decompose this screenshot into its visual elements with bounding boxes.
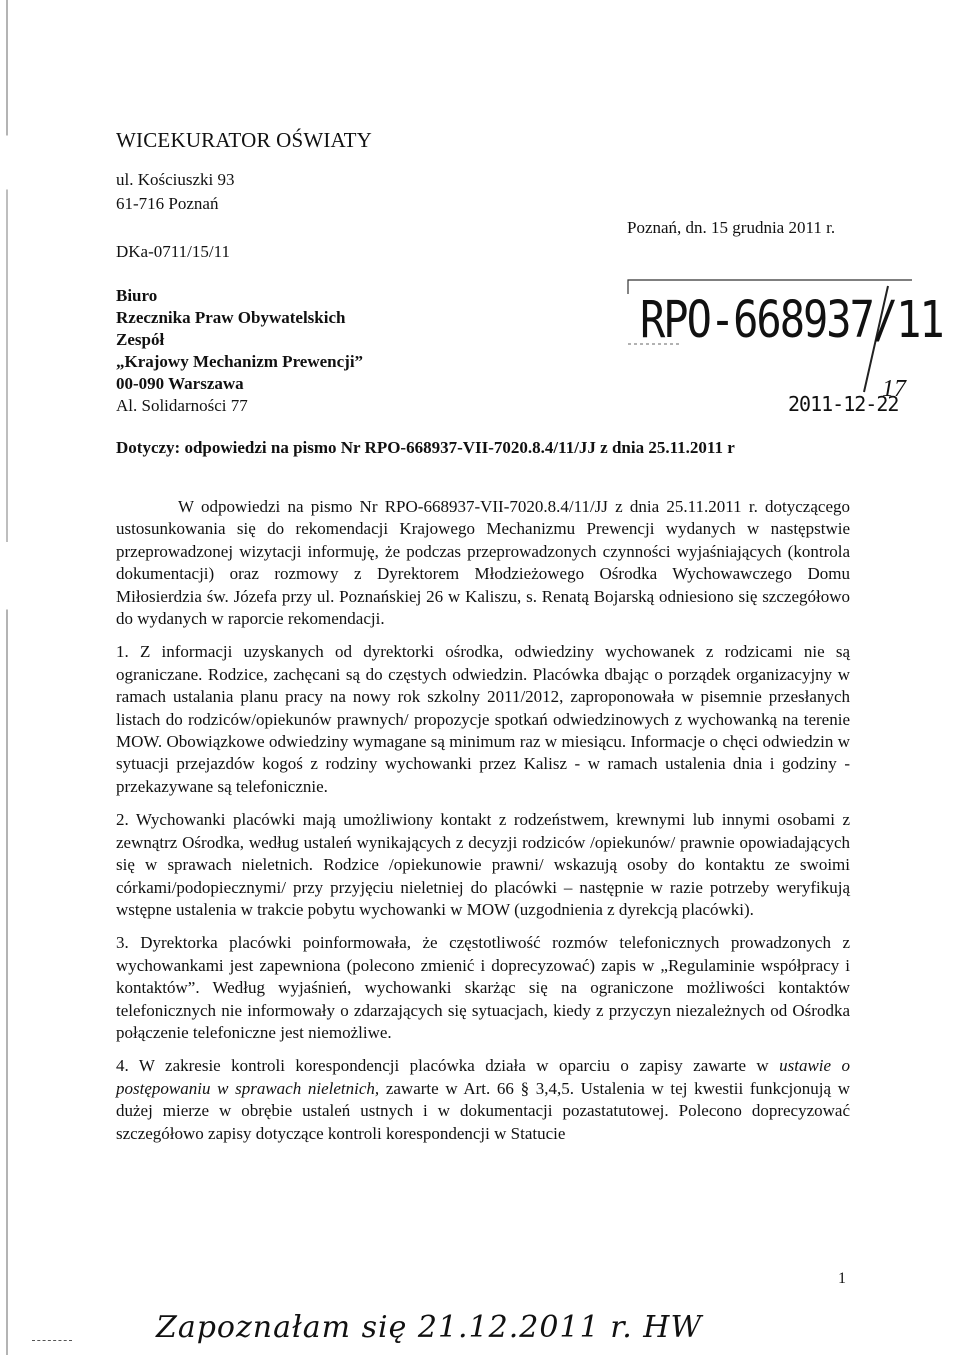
intro-paragraph: W odpowiedzi na pismo Nr RPO-668937-VII-7020.8.4/11/JJ z dnia 25.11.2011 r. dotyczącego ustosunkowania się do rekomendacji Krajowego Mechanizmu Prewencji wydanych w następstwie przeprowadzonej wizytacji informuję, że podczas przeprowadzonych czynności wyjaśniających (kontrola dokumentacji) oraz rozmowy z Dyrektorem Młodzieżowego Ośrodka Wychowawczego Domu Miłosierdzia św. Józefa przy ul. Poznańskiej 26 w Kaliszu, s. Renatą Bojarską odniesiono się szczegółowo do wydanych w raporcie rekomendacji. <box>116 497 850 629</box>
recipient-line-6: Al. Solidarności 77 <box>116 396 248 415</box>
paragraph-4-italic: ustawie o postępowaniu w sprawach nieletnich, <box>116 1056 850 1098</box>
letter-body <box>116 496 850 1156</box>
recipient-line-4: „Krajowy Mechanizm Prewencji” <box>116 352 364 371</box>
paragraph-3: 3. Dyrektorka placówki poinformowała, że częstotliwość rozmów telefonicznych prowadzonych z wychowankami jest zapewniona (polecono zmienić i doprecyzować) zapis w „Regulaminie współpracy i kontaktów”. Według wyjaśnień, wychowanki skarżąc się na ograniczone możliwości kontaktów telefonicznych nie informowały o zdarzających się sytuacjach, kiedy z przyczyn niezależnych od Ośrodka połączenie telefoniczne jest niemożliwe. <box>116 933 850 1042</box>
recipient-line-3: Zespół <box>116 330 165 349</box>
recipient-line-1: Biuro <box>116 286 158 305</box>
bottom-left-dash <box>32 1340 72 1341</box>
stamp-mark: 17 <box>882 376 906 402</box>
paragraph-2: 2. Wychowanki placówki mają umożliwiony kontakt z rodzeństwem, krewnymi lub innymi osobami z zewnątrz Ośrodka, według ustaleń wynikających z decyzji rodziców /opiekunów/ prawnie opowiadających się w sprawach nieletnich. Rodzice /opiekunowie prawni/ wskazują osoby do kontaktu ze swoimi córkami/podopiecznymi/ przy przyjęciu nieletniej do placówki – następnie w razie potrzeby weryfikują wstępne ustalenia w trakcie pobytu wychowanki w MOW (uzgodnienia z dyrekcją placówki). <box>116 810 850 919</box>
reference-number: DKa-0711/15/11 <box>116 242 230 261</box>
sender-city: 61-716 Poznań <box>116 194 219 213</box>
paragraph-4 <box>116 1055 850 1145</box>
recipient-line-5: 00-090 Warszawa <box>116 374 244 393</box>
handwritten-note: Zapoznałam się 21.12.2011 r. HW <box>156 1310 703 1345</box>
scan-edge-line <box>6 0 8 1355</box>
letter-date: Poznań, dn. 15 grudnia 2011 r. <box>627 218 836 237</box>
paragraph-4-start: 4. W zakresie kontroli korespondencji placówka działa w oparciu o zapisy zawarte w <box>116 1056 780 1076</box>
paragraph-1: 1. Z informacji uzyskanych od dyrektorki ośrodka, odwiedziny wychowanek z rodzicami nie są ograniczane. Rodzice, zachęcani są do częstych odwiedzin. Placówka dbając o porządek organizacyjny w ramach ustalania planu pracy na nowy rok szkolny 2011/2012, zaproponowała w pisemnie przesłanych listach do rodziców/opiekunów prawnych/ propozycje spotkań odwiedzinowych z wychowanką na terenie MOW. Obowiązkowe odwiedziny wymagane są minimum raz w miesiącu. Informacje o chęci odwiedzin w sytuacji przejazdów kogoś z rodziny wychowanki przez Kalisz - w ramach ustalenia dnia i godziny - przekazywane są telefonicznie. <box>116 642 850 796</box>
page-number: 1 <box>838 1270 846 1287</box>
stamp-date: 2011-12-22 <box>788 392 899 416</box>
recipient-line-2: Rzecznika Praw Obywatelskich <box>116 308 346 327</box>
sender-title: WICEKURATOR OŚWIATY <box>116 128 372 152</box>
subject-line: Dotyczy: odpowiedzi na pismo Nr RPO-668937-VII-7020.8.4/11/JJ z dnia 25.11.2011 r <box>116 438 735 457</box>
stamp-number: RPO-668937/11 <box>640 290 943 349</box>
sender-street: ul. Kościuszki 93 <box>116 170 235 189</box>
paragraph-4-end: zawarte w Art. 66 § 3,4,5. Ustalenia w tej kwestii funkcjonują w dużej mierze w obrębie ustaleń ustnych i w dokumentacji pozastatutowej. Polecono doprecyzować szczegółowo zapisy dotyczące kontroli korespondencji w Statucie <box>116 1078 850 1143</box>
